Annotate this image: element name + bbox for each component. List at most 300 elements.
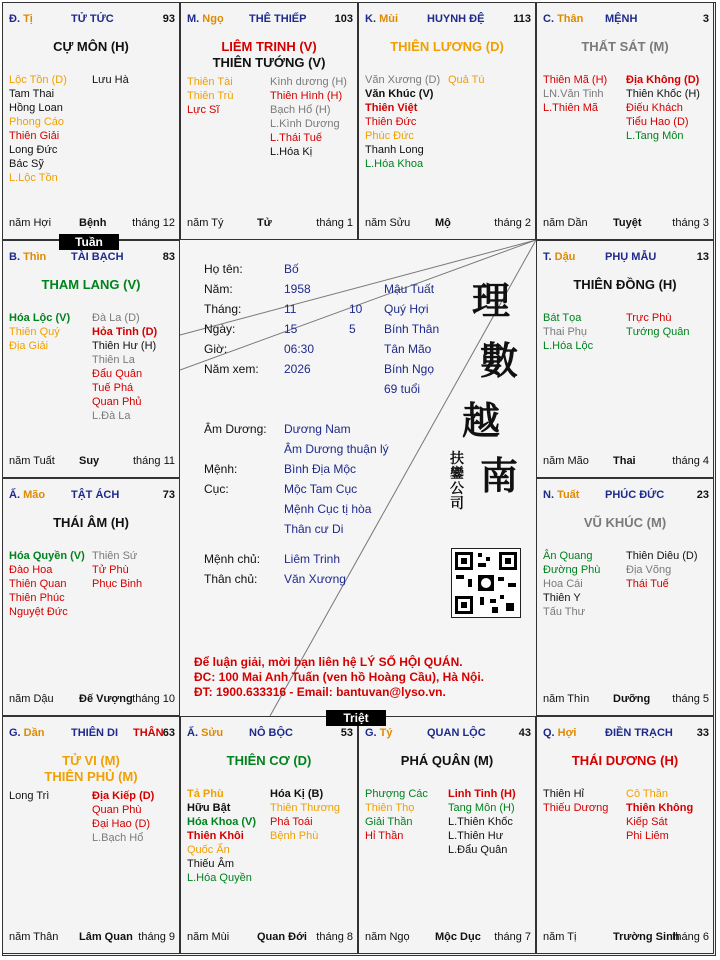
- main-star: CỰ MÔN (H): [53, 39, 129, 54]
- minor-star: Hóa Quyền (V): [9, 550, 85, 562]
- info-row: [204, 282, 504, 298]
- palace-number: 113: [513, 13, 531, 25]
- palace-position: T. Dậu: [543, 251, 576, 263]
- minor-star: Linh Tinh (H): [448, 788, 516, 800]
- minor-star: L.Kình Dương: [270, 118, 340, 130]
- minor-star: Thiên Quan: [9, 578, 67, 590]
- palace-header: [9, 489, 175, 503]
- minor-star: Thiên Khốc (H): [626, 88, 700, 100]
- seal-text: 扶鑾公司: [450, 451, 464, 512]
- info-canchi: Tân Mão: [384, 342, 432, 356]
- palace-name: TỬ TỨC: [71, 13, 114, 25]
- info-lunar: 5: [349, 322, 356, 336]
- info-value: Bố: [284, 262, 299, 276]
- palace-month: tháng 6: [672, 931, 709, 943]
- palace-name: QUAN LỘC: [427, 727, 486, 739]
- info-lunar: 10: [349, 302, 363, 316]
- palace-footer: [9, 455, 175, 469]
- minor-stars-left: [9, 789, 92, 845]
- palace-month: tháng 9: [138, 931, 175, 943]
- palace-footer: [543, 693, 709, 707]
- palace-stage: Mộc Dục: [435, 931, 481, 943]
- minor-star: Kiếp Sát: [626, 816, 668, 828]
- main-star: THÁI DƯƠNG (H): [571, 753, 679, 768]
- minor-star: Đào Hoa: [9, 564, 53, 576]
- minor-star: Hóa Khoa (V): [187, 816, 257, 828]
- palace-stage: Quan Đới: [257, 931, 307, 943]
- minor-stars-right: [92, 789, 175, 845]
- minor-star: L.Đẩu Quân: [448, 844, 508, 856]
- info-row: [204, 262, 504, 278]
- minor-star: Kình dương (H): [270, 76, 347, 88]
- minor-star: Đẩu Quân: [92, 368, 143, 380]
- palace-position: Đ. Tị: [9, 13, 33, 25]
- palace-number: 43: [518, 727, 531, 739]
- palace-footer: [187, 217, 353, 231]
- contact-phone-email[interactable]: ĐT: 1900.633316 - Email: bantuvan@lyso.vn.: [194, 685, 446, 699]
- palace-month: tháng 8: [316, 931, 353, 943]
- minor-stars-left: [543, 311, 626, 353]
- minor-star: Ân Quang: [543, 550, 593, 562]
- main-star: THẤT SÁT (M): [581, 39, 669, 54]
- minor-star: Phá Toái: [270, 816, 313, 828]
- minor-star: L.Bạch Hổ: [92, 832, 144, 844]
- minor-stars-right: [626, 311, 709, 353]
- palace-month: tháng 4: [672, 455, 709, 467]
- detail-row: [204, 422, 504, 438]
- palace-month: tháng 5: [672, 693, 709, 705]
- minor-stars-right: [270, 787, 353, 885]
- minor-star: Hóa Lộc (V): [9, 312, 71, 324]
- minor-star: Long Đức: [9, 144, 58, 156]
- palace-year: năm Tý: [187, 217, 224, 229]
- minor-star: Hồng Loan: [9, 102, 63, 114]
- info-canchi: Mậu Tuất: [384, 282, 435, 296]
- detail-label: Mệnh chủ:: [204, 552, 261, 566]
- minor-star: Hỉ Thần: [365, 830, 404, 842]
- minor-stars: [9, 789, 175, 845]
- palace-stage: Trường Sinh: [613, 931, 680, 943]
- minor-star: L.Thái Tuế: [270, 132, 322, 144]
- palace-cell-thin[interactable]: [2, 240, 180, 478]
- palace-header: [9, 727, 175, 741]
- minor-star: Địa Võng: [626, 564, 672, 576]
- minor-star: Văn Khúc (V): [365, 88, 434, 100]
- minor-star: Bệnh Phù: [270, 830, 319, 842]
- minor-star: Thiên Hình (H): [270, 90, 343, 102]
- minor-star: Hỏa Tinh (D): [92, 326, 158, 338]
- minor-star: Hữu Bật: [187, 802, 231, 814]
- minor-star: Thiên Trù: [187, 90, 234, 102]
- palace-cell-suu[interactable]: [180, 716, 358, 954]
- palace-cell-ti[interactable]: [2, 2, 180, 240]
- main-star: THIÊN CƠ (D): [226, 753, 312, 768]
- minor-stars-right: [92, 311, 175, 423]
- minor-stars-left: [543, 73, 626, 143]
- palace-name: PHỤ MẪU: [605, 251, 657, 263]
- palace-year: năm Mão: [543, 455, 589, 467]
- minor-star: Thiếu Âm: [187, 858, 235, 870]
- info-row: [204, 302, 504, 318]
- main-star: LIÊM TRINH (V): [221, 39, 317, 54]
- info-canchi: Bính Thân: [384, 322, 440, 336]
- minor-stars: [187, 787, 353, 885]
- minor-star: Quan Phù: [92, 804, 142, 816]
- info-row: [204, 322, 504, 338]
- palace-stage: Bệnh: [79, 217, 107, 229]
- minor-star: L.Tang Môn: [626, 130, 684, 142]
- minor-star: Văn Xương (D): [365, 74, 441, 86]
- minor-star: L.Thiên Khốc: [448, 816, 513, 828]
- palace-footer: [187, 931, 353, 945]
- minor-star: Thiên Thương: [270, 802, 341, 814]
- calligraphy-char: 數: [480, 338, 519, 383]
- minor-star: Long Trì: [9, 790, 50, 802]
- info-canchi: 69 tuổi: [384, 382, 421, 396]
- minor-star: Phục Binh: [92, 578, 143, 590]
- palace-cell-tuat[interactable]: [536, 478, 714, 716]
- info-value: 15: [284, 322, 298, 336]
- minor-stars-right: [448, 73, 531, 171]
- minor-star: Quan Phủ: [92, 396, 142, 408]
- info-label: Ngày:: [204, 322, 236, 336]
- palace-footer: [365, 931, 531, 945]
- minor-star: Lộc Tồn (D): [9, 74, 67, 86]
- minor-stars-right: [626, 73, 709, 143]
- main-star: TỬ VI (M): [62, 753, 120, 768]
- palace-header: [543, 489, 709, 503]
- minor-stars: [543, 311, 709, 353]
- minor-star: Đường Phù: [543, 564, 601, 576]
- minor-star: Bạch Hổ (H): [270, 104, 331, 116]
- main-star: THAM LANG (V): [41, 277, 141, 292]
- minor-stars: [365, 787, 531, 857]
- than-marker: THÂN: [133, 727, 164, 739]
- minor-star: Lực Sĩ: [187, 104, 220, 116]
- minor-stars: [187, 75, 353, 159]
- detail-label: Cục:: [204, 482, 229, 496]
- minor-star: Thiên Y: [543, 592, 581, 604]
- palace-name: THIÊN DI: [71, 727, 119, 739]
- minor-star: Phong Cáo: [9, 116, 65, 128]
- calligraphy-char: 南: [480, 453, 519, 498]
- contact-line: Để luận giải, mời bạn liên hệ LÝ SỐ HỘI QUÁN.: [194, 655, 463, 669]
- palace-cell-ty[interactable]: [358, 716, 536, 954]
- info-label: Họ tên:: [204, 262, 243, 276]
- palace-number: 3: [702, 13, 709, 25]
- minor-star: Tiểu Hao (D): [626, 116, 689, 128]
- minor-star: Trực Phù: [626, 312, 672, 324]
- info-label: Giờ:: [204, 342, 228, 356]
- minor-stars: [543, 73, 709, 143]
- minor-star: Giải Thần: [365, 816, 413, 828]
- detail-label: Thân chủ:: [204, 572, 258, 586]
- palace-header: [187, 13, 353, 27]
- palace-month: tháng 1: [316, 217, 353, 229]
- palace-month: tháng 11: [132, 455, 175, 467]
- minor-star: Bát Tọa: [543, 312, 582, 324]
- palace-year: năm Sửu: [365, 217, 411, 229]
- minor-stars-right: [448, 787, 531, 857]
- minor-stars: [9, 549, 175, 619]
- minor-stars: [9, 311, 175, 423]
- palace-position: Q. Hợi: [543, 727, 577, 739]
- minor-star: Thiên Thọ: [365, 802, 415, 814]
- minor-star: Thiên Diêu (D): [626, 550, 698, 562]
- minor-star: Thiên Phúc: [9, 592, 65, 604]
- palace-stage: Đế Vượng: [79, 693, 133, 705]
- minor-star: Phúc Đức: [365, 130, 414, 142]
- minor-stars-left: [543, 787, 626, 843]
- palace-name: PHÚC ĐỨC: [605, 489, 665, 501]
- minor-stars: [543, 787, 709, 843]
- minor-star: Đà La (D): [92, 312, 140, 324]
- minor-star: L.Hóa Quyền: [187, 872, 252, 884]
- palace-stage: Suy: [79, 455, 100, 467]
- contact-info: [194, 655, 484, 700]
- minor-star: L.Hóa Khoa: [365, 158, 424, 170]
- minor-stars-left: [9, 73, 92, 185]
- main-stars: [359, 39, 535, 55]
- minor-star: Phi Liêm: [626, 830, 669, 842]
- minor-stars-right: [92, 549, 175, 619]
- main-stars: [3, 753, 179, 785]
- info-label: Năm:: [204, 282, 233, 296]
- palace-year: năm Dần: [543, 217, 588, 229]
- minor-star: L.Hóa Lộc: [543, 340, 594, 352]
- minor-star: Nguyệt Đức: [9, 606, 68, 618]
- palace-number: 93: [162, 13, 175, 25]
- minor-stars-right: [92, 73, 175, 185]
- palace-position: K. Mùi: [365, 13, 399, 25]
- minor-stars-right: [626, 787, 709, 843]
- minor-stars-left: [365, 73, 448, 171]
- minor-star: Thiên Hư (H): [92, 340, 157, 352]
- minor-star: Hóa Kị (B): [270, 788, 324, 800]
- palace-name: THÊ THIẾP: [249, 13, 307, 25]
- palace-stage: Tuyệt: [613, 217, 642, 229]
- palace-name: TÀI BẠCH: [71, 251, 124, 263]
- palace-footer: [543, 217, 709, 231]
- main-stars: [537, 277, 713, 293]
- minor-stars-right: [270, 75, 353, 159]
- palace-number: 53: [340, 727, 353, 739]
- minor-star: Thiên Sứ: [92, 550, 138, 562]
- palace-header: [9, 251, 175, 265]
- palace-position: G. Dần: [9, 727, 45, 739]
- palace-name: ĐIỀN TRẠCH: [605, 727, 673, 739]
- minor-star: Thiên Hỉ: [543, 788, 584, 800]
- minor-star: Thiên Việt: [365, 102, 418, 114]
- info-row: [204, 342, 504, 358]
- minor-star: Thiên Mã (H): [543, 74, 608, 86]
- palace-header: [543, 727, 709, 741]
- main-stars: [3, 515, 179, 531]
- palace-stage: Dưỡng: [613, 693, 651, 705]
- palace-stage: Mộ: [435, 217, 451, 229]
- minor-star: Tấu Thư: [543, 606, 586, 618]
- minor-star: L.Đà La: [92, 410, 131, 422]
- palace-footer: [543, 931, 709, 945]
- info-canchi: Bính Ngọ: [384, 362, 435, 376]
- minor-star: Thanh Long: [365, 144, 424, 156]
- palace-year: năm Ngọ: [365, 931, 410, 943]
- minor-star: Thái Tuế: [626, 578, 669, 590]
- minor-star: L.Thiên Mã: [543, 102, 599, 114]
- palace-header: [543, 13, 709, 27]
- minor-star: Thiên Giải: [9, 130, 60, 142]
- palace-year: năm Tuất: [9, 455, 55, 467]
- palace-cell-mao[interactable]: [2, 478, 180, 716]
- palace-number: 13: [696, 251, 709, 263]
- minor-stars-left: [187, 75, 270, 159]
- palace-position: C. Thân: [543, 13, 584, 25]
- palace-year: năm Mùi: [187, 931, 230, 943]
- palace-cell-hoi[interactable]: [536, 716, 714, 954]
- palace-year: năm Thân: [9, 931, 59, 943]
- minor-star: Phượng Các: [365, 788, 428, 800]
- minor-star: Thai Phụ: [543, 326, 588, 338]
- main-stars: [3, 277, 179, 293]
- palace-name: NÔ BỘC: [249, 727, 293, 739]
- palace-month: tháng 10: [132, 693, 175, 705]
- detail-label: Mệnh:: [204, 462, 238, 476]
- minor-stars-left: [365, 787, 448, 857]
- triet-label: Triệt: [326, 710, 386, 726]
- palace-year: năm Hợi: [9, 217, 52, 229]
- contact-address: ĐC: 100 Mai Anh Tuấn (ven hồ Hoàng Cầu), Hà Nội.: [194, 670, 485, 684]
- palace-name: HUYNH ĐỆ: [427, 13, 485, 25]
- info-row: [204, 362, 504, 378]
- palace-cell-dan[interactable]: [2, 716, 180, 954]
- main-stars: [537, 753, 713, 769]
- minor-star: L.Thiên Hư: [448, 830, 504, 842]
- minor-star: Quả Tú: [448, 74, 485, 86]
- info-canchi: Quý Hợi: [384, 302, 429, 316]
- palace-position: Ấ. Sửu: [187, 727, 224, 739]
- main-stars: [181, 753, 357, 769]
- palace-cell-ngo[interactable]: [180, 2, 358, 240]
- palace-footer: [365, 217, 531, 231]
- info-value: 2026: [284, 362, 311, 376]
- main-stars: [3, 39, 179, 55]
- palace-header: [543, 251, 709, 265]
- minor-stars-right: [626, 549, 709, 619]
- tuan-label: Tuần: [59, 234, 119, 250]
- palace-cell-than_top[interactable]: [536, 2, 714, 240]
- detail-value: Mệnh Cục tị hòa: [284, 502, 372, 516]
- palace-month: tháng 7: [494, 931, 531, 943]
- main-stars: [537, 515, 713, 531]
- minor-star: Tả Phù: [187, 788, 224, 800]
- palace-position: B. Thìn: [9, 251, 47, 263]
- main-star: THIÊN PHỦ (M): [44, 769, 138, 784]
- info-label: Tháng:: [204, 302, 242, 316]
- palace-header: [365, 727, 531, 741]
- palace-position: Ấ. Mão: [9, 489, 46, 501]
- calligraphy-char: 理: [472, 278, 511, 323]
- main-stars: [181, 39, 357, 71]
- minor-stars-left: [9, 311, 92, 423]
- palace-cell-dau[interactable]: [536, 240, 714, 478]
- detail-value: Dương Nam: [284, 422, 351, 436]
- minor-star: Thiên Không: [626, 802, 694, 814]
- minor-star: L.Lộc Tồn: [9, 172, 58, 184]
- minor-star: Địa Giải: [9, 340, 49, 352]
- info-label: Năm xem:: [204, 362, 259, 376]
- minor-star: Cô Thần: [626, 788, 668, 800]
- minor-stars: [9, 73, 175, 185]
- palace-position: N. Tuất: [543, 489, 580, 501]
- detail-value: Âm Dương thuận lý: [284, 442, 389, 456]
- palace-position: G. Tý: [365, 727, 393, 739]
- main-star: VŨ KHÚC (M): [583, 515, 667, 530]
- palace-position: M. Ngọ: [187, 13, 224, 25]
- info-value: 1958: [284, 282, 311, 296]
- palace-number: 23: [696, 489, 709, 501]
- palace-number: 63: [162, 727, 175, 739]
- palace-year: năm Dậu: [9, 693, 54, 705]
- palace-header: [187, 727, 353, 741]
- qr-code: [451, 548, 521, 618]
- palace-footer: [9, 931, 175, 945]
- detail-value: Liêm Trinh: [284, 552, 341, 566]
- minor-star: Hoa Cái: [543, 578, 583, 590]
- main-star: THIÊN LƯƠNG (D): [390, 39, 504, 54]
- detail-row: [204, 522, 504, 538]
- palace-cell-mui[interactable]: [358, 2, 536, 240]
- minor-star: Tử Phù: [92, 564, 129, 576]
- palace-header: [365, 13, 531, 27]
- minor-star: Điếu Khách: [626, 102, 683, 114]
- center-info-panel: [180, 240, 536, 716]
- detail-value: Bình Địa Mộc: [284, 462, 357, 476]
- palace-month: tháng 3: [672, 217, 709, 229]
- minor-star: Thiên Tài: [187, 76, 233, 88]
- palace-number: 33: [696, 727, 709, 739]
- info-value: 11: [284, 302, 297, 316]
- palace-number: 83: [162, 251, 175, 263]
- palace-stage: Tử: [257, 217, 272, 229]
- main-star: THIÊN ĐỒNG (H): [573, 277, 677, 292]
- palace-number: 103: [334, 13, 353, 25]
- minor-stars-left: [543, 549, 626, 619]
- detail-value: Thân cư Di: [284, 522, 344, 536]
- palace-name: MỆNH: [605, 13, 638, 25]
- minor-star: LN.Văn Tinh: [543, 88, 604, 100]
- info-row: [204, 382, 504, 398]
- palace-header: [9, 13, 175, 27]
- calligraphy-char: 越: [462, 398, 501, 443]
- main-star: PHÁ QUÂN (M): [400, 753, 494, 768]
- minor-star: Thiếu Dương: [543, 802, 609, 814]
- minor-star: Thiên Khôi: [187, 830, 244, 842]
- info-value: 06:30: [284, 342, 315, 356]
- palace-month: tháng 2: [494, 217, 531, 229]
- minor-stars: [365, 73, 531, 171]
- detail-value: Mộc Tam Cục: [284, 482, 358, 496]
- minor-star: Địa Kiếp (D): [92, 790, 155, 802]
- detail-value: Văn Xương: [284, 572, 346, 586]
- palace-year: năm Thìn: [543, 693, 590, 705]
- minor-star: Quốc Ấn: [187, 844, 230, 856]
- minor-star: L.Hóa Kị: [270, 146, 313, 158]
- palace-number: 73: [162, 489, 175, 501]
- minor-stars-left: [187, 787, 270, 885]
- palace-stage: Lâm Quan: [79, 931, 133, 943]
- minor-star: Đại Hao (D): [92, 818, 151, 830]
- main-star: THIÊN TƯỚNG (V): [212, 55, 326, 70]
